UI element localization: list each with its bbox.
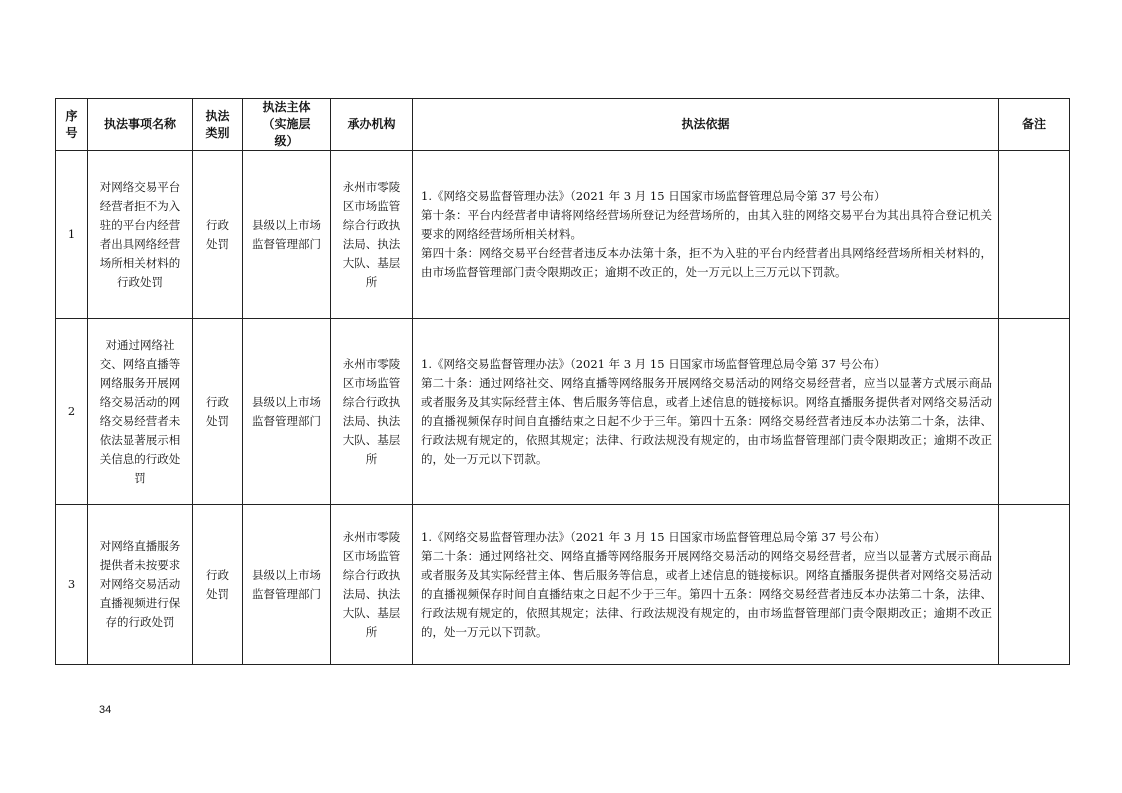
header-subject-label: 执法主体（实施层级） bbox=[262, 100, 311, 148]
header-type-label: 执法类别 bbox=[205, 108, 230, 140]
header-remark bbox=[999, 99, 1070, 151]
header-org-label: 承办机构 bbox=[347, 117, 396, 131]
item-name-cell bbox=[88, 505, 193, 665]
legal-basis-paragraph: 第四十条：网络交易平台经营者违反本办法第十条，拒不为入驻的平台内经营者出具网络经营场所相关材料的，由市场监督管理部门责令限期改正；逾期不改正的，处一万元以上三万元以下罚款。 bbox=[421, 246, 992, 279]
header-index-label: 序号 bbox=[65, 108, 78, 140]
row-index: 3 bbox=[67, 577, 76, 591]
handling-org-cell bbox=[331, 505, 413, 665]
legal-basis-paragraph: 1.《网络交易监督管理办法》（2021 年 3 月 15 日国家市场监督管理总局令第 37 号公布） bbox=[421, 356, 886, 371]
enforcement-type: 行政处罚 bbox=[206, 394, 229, 428]
legal-basis-cell bbox=[413, 505, 999, 665]
legal-basis-paragraph: 第十条：平台内经营者申请将网络经营场所登记为经营场所的，由其入驻的网络交易平台为其出具符合登记机关要求的网络经营场所相关材料。 bbox=[421, 208, 992, 241]
enforcement-subject: 县级以上市场监督管理部门 bbox=[252, 394, 321, 428]
remark-cell bbox=[999, 319, 1070, 505]
enforcement-type-cell bbox=[193, 505, 243, 665]
row-index: 1 bbox=[67, 227, 76, 241]
table-row bbox=[56, 505, 1070, 665]
header-type bbox=[193, 99, 243, 151]
enforcement-type: 行政处罚 bbox=[206, 567, 229, 601]
enforcement-subject-cell bbox=[243, 151, 331, 319]
table-row bbox=[56, 151, 1070, 319]
table-body bbox=[56, 151, 1070, 665]
header-row bbox=[56, 99, 1070, 151]
header-remark-label: 备注 bbox=[1021, 117, 1046, 131]
legal-basis-paragraph: 第二十条：通过网络社交、网络直播等网络服务开展网络交易活动的网络交易经营者，应当以显著方式展示商品或者服务及其实际经营主体、售后服务等信息，或者上述信息的链接标识。网络直播服务提供者对网络交易活动的直播视频保存时间自直播结束之日起不少于三年。第四十五条：网络交易经营者违反本办法第二十条，法律、行政法规有规定的，依照其规定；法律、行政法规没有规定的，由市场监督管理部门责令限期改正；逾期不改正的，处一万元以下罚款。 bbox=[421, 548, 992, 639]
legal-basis-paragraph: 1.《网络交易监督管理办法》（2021 年 3 月 15 日国家市场监督管理总局令第 37 号公布） bbox=[421, 189, 886, 203]
enforcement-subject: 县级以上市场监督管理部门 bbox=[252, 567, 321, 601]
enforcement-type-cell bbox=[193, 319, 243, 505]
handling-org-cell bbox=[331, 319, 413, 505]
row-index-cell bbox=[56, 505, 88, 665]
handling-org-cell bbox=[331, 151, 413, 319]
law-enforcement-table bbox=[55, 98, 1070, 665]
legal-basis-paragraph: 第二十条：通过网络社交、网络直播等网络服务开展网络交易活动的网络交易经营者，应当以显著方式展示商品或者服务及其实际经营主体、售后服务等信息，或者上述信息的链接标识。网络直播服务提供者对网络交易活动的直播视频保存时间自直播结束之日起不少于三年。第四十五条：网络交易经营者违反本办法第二十条，法律、行政法规有规定的，依照其规定；法律、行政法规没有规定的，由市场监督管理部门责令限期改正；逾期不改正的，处一万元以下罚款。 bbox=[421, 375, 992, 466]
header-index bbox=[56, 99, 88, 151]
handling-org: 永州市零陵区市场监管综合行政执法局、执法大队、基层所 bbox=[342, 356, 401, 466]
enforcement-type-cell bbox=[193, 151, 243, 319]
legal-basis-paragraph: 1.《网络交易监督管理办法》（2021 年 3 月 15 日国家市场监督管理总局令第 37 号公布） bbox=[421, 529, 886, 544]
legal-basis bbox=[413, 187, 998, 282]
item-name: 对网络直播服务提供者未按要求对网络交易活动直播视频进行保存的行政处罚 bbox=[99, 539, 181, 629]
header-item-label: 执法事项名称 bbox=[103, 117, 176, 131]
header-org bbox=[331, 99, 413, 151]
item-name-cell bbox=[88, 151, 193, 319]
item-name-cell bbox=[88, 319, 193, 505]
enforcement-type: 行政处罚 bbox=[206, 217, 229, 251]
page-number: 34 bbox=[99, 704, 112, 716]
legal-basis-cell bbox=[413, 151, 999, 319]
item-name: 对通过网络社交、网络直播等网络服务开展网络交易活动的网络交易经营者未依法显著展示相关信息的行政处罚 bbox=[99, 337, 181, 485]
legal-basis bbox=[413, 528, 998, 642]
row-index-cell bbox=[56, 151, 88, 319]
table-row bbox=[56, 319, 1070, 505]
handling-org: 永州市零陵区市场监管综合行政执法局、执法大队、基层所 bbox=[342, 179, 401, 289]
enforcement-subject: 县级以上市场监督管理部门 bbox=[252, 217, 321, 251]
header-subject bbox=[243, 99, 331, 151]
enforcement-subject-cell bbox=[243, 319, 331, 505]
header-basis bbox=[413, 99, 999, 151]
enforcement-subject-cell bbox=[243, 505, 331, 665]
table-header bbox=[56, 99, 1070, 151]
remark-cell bbox=[999, 151, 1070, 319]
handling-org: 永州市零陵区市场监管综合行政执法局、执法大队、基层所 bbox=[342, 529, 401, 639]
legal-basis bbox=[413, 355, 998, 469]
header-item bbox=[88, 99, 193, 151]
remark-cell bbox=[999, 505, 1070, 665]
header-basis-label: 执法依据 bbox=[681, 117, 730, 131]
row-index: 2 bbox=[67, 404, 76, 418]
legal-basis-cell bbox=[413, 319, 999, 505]
row-index-cell bbox=[56, 319, 88, 505]
item-name: 对网络交易平台经营者拒不为入驻的平台内经营者出具网络经营场所相关材料的行政处罚 bbox=[99, 179, 181, 289]
